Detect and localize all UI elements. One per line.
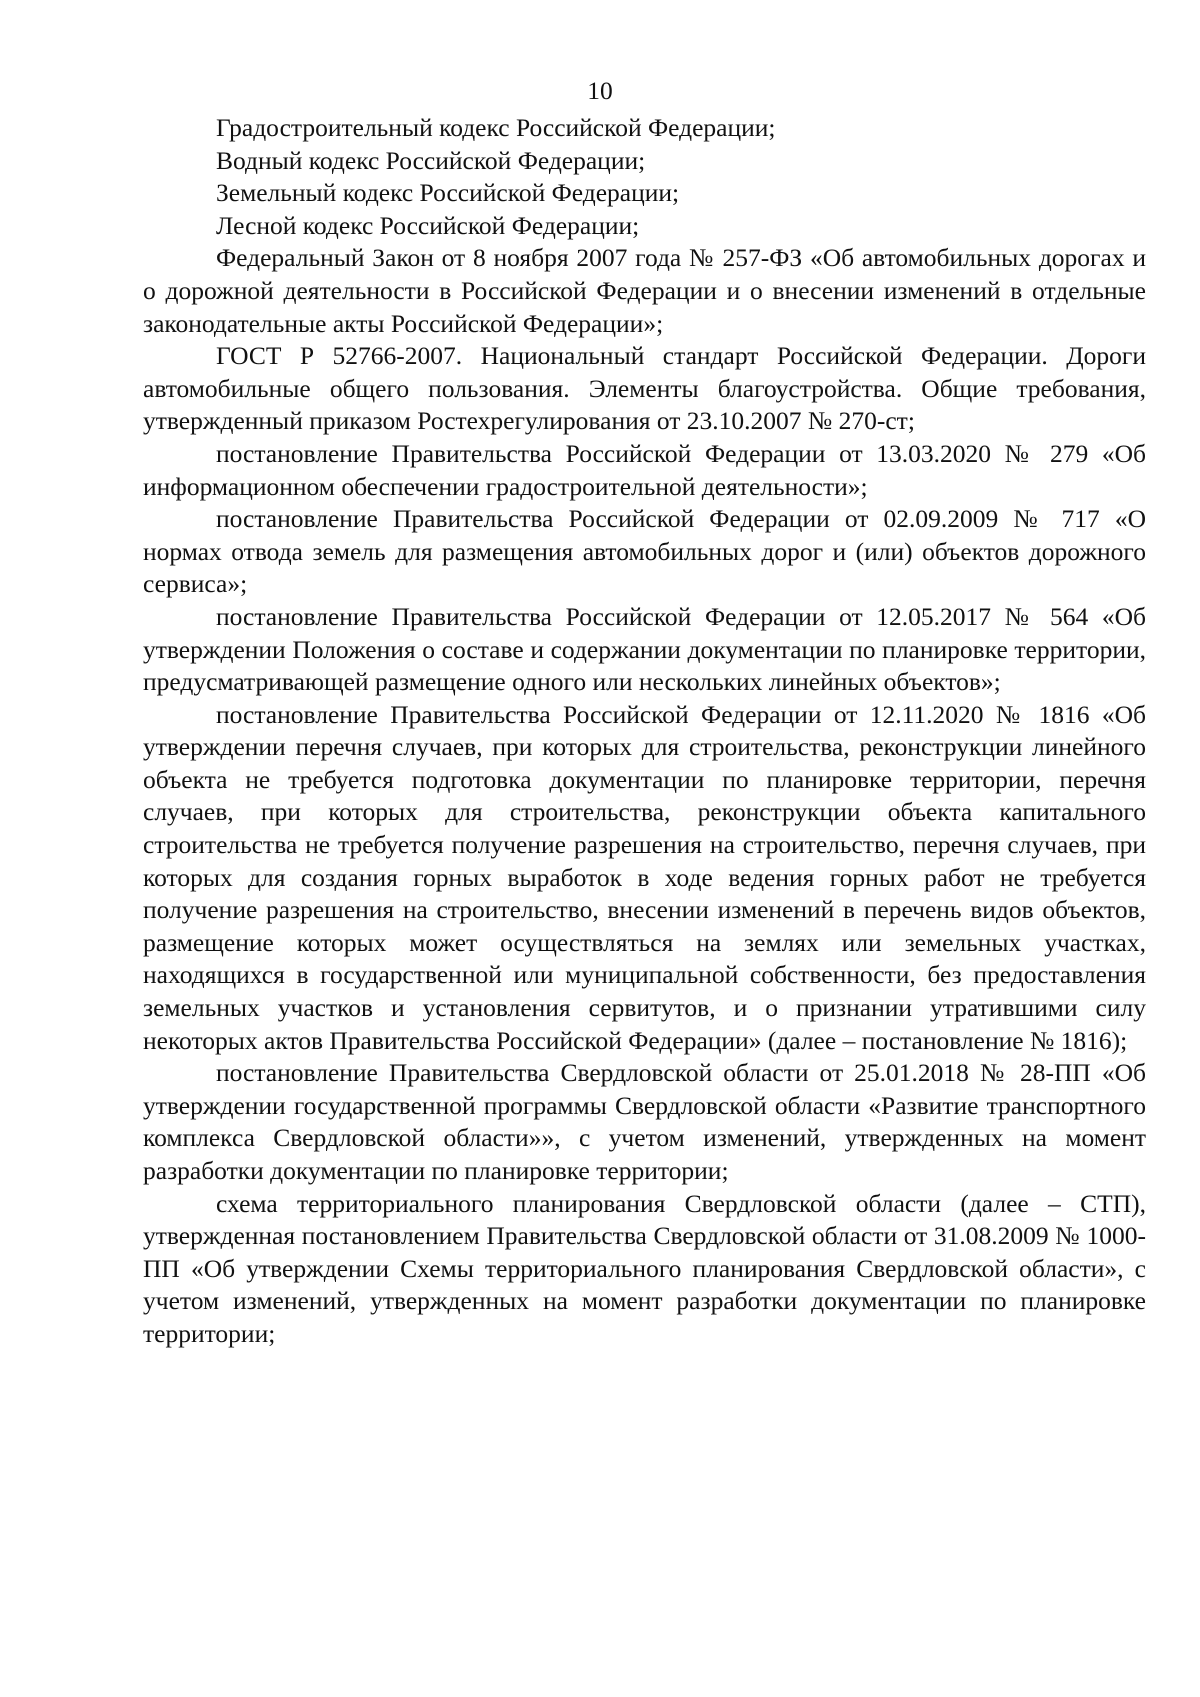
paragraph-resolution-717: постановление Правительства Российской Федерации от 02.09.2009 № 717 «О нормах отвода земель для размещения автомобильных дорог и (или) объектов дорожного сервиса»; <box>143 504 1146 599</box>
paragraph-territorial-planning-scheme: схема территориального планирования Свердловской области (далее – СТП), утвержденная постановлением Правительства Свердловской области от 31.08.2009 № 1000-ПП «Об утверждении Схемы территориального планирования Свердловской области», с учетом изменений, утвержденных на момент разработки документации по планировке территории; <box>143 1188 1146 1348</box>
paragraph-urban-planning-code: Градостроительный кодекс Российской Федерации; <box>216 113 776 142</box>
page-number: 10 <box>587 76 613 105</box>
document-body <box>143 112 1146 1351</box>
paragraph-forest-code: Лесной кодекс Российской Федерации; <box>216 210 640 240</box>
paragraph-resolution-1816: постановление Правительства Российской Федерации от 12.11.2020 № 1816 «Об утверждении перечня случаев, при которых для строительства, реконструкции линейного объекта не требуется подготовка документации по планировке территории, перечня случаев, при которых для строительства, реконструкции объекта капитального строительства не требуется получение разрешения на строительство, перечня случаев, при которых для создания горных выработок в ходе ведения горных работ не требуется получение разрешения на строительство, внесении изменений в перечень видов объектов, размещение которых может осуществляться на землях или земельных участках, находящихся в государственной или муниципальной собственности, без предоставления земельных участков и установления сервитутов, и о признании утратившими силу некоторых актов Правительства Российской Федерации» (далее – постановление № 1816); <box>143 699 1146 1055</box>
paragraph-land-code: Земельный кодекс Российской Федерации; <box>216 178 680 208</box>
paragraph-federal-law-257: Федеральный Закон от 8 ноября 2007 года № 257-ФЗ «Об автомобильных дорогах и о дорожной деятельности в Российской Федерации и о внесении изменений в отдельные законодательные акты Российской Федерации»; <box>143 243 1146 338</box>
paragraph-resolution-564: постановление Правительства Российской Федерации от 12.05.2017 № 564 «Об утверждении Положения о составе и содержании документации по планировке территории, предусматривающей размещение одного или нескольких линейных объектов»; <box>143 601 1146 697</box>
paragraph-water-code: Водный кодекс Российской Федерации; <box>216 145 646 175</box>
paragraph-gost-52766: ГОСТ Р 52766-2007. Национальный стандарт Российской Федерации. Дороги автомобильные общего пользования. Элементы благоустройства. Общие требования, утвержденный приказом Ростехрегулирования от 23.10.2007 № 270-ст; <box>143 341 1146 436</box>
paragraph-resolution-28-pp: постановление Правительства Свердловской области от 25.01.2018 № 28-ПП «Об утверждении государственной программы Свердловской области «Развитие транспортного комплекса Свердловской области»», с учетом изменений, утвержденных на момент разработки документации по планировке территории; <box>143 1058 1146 1185</box>
paragraph-resolution-279: постановление Правительства Российской Федерации от 13.03.2020 № 279 «Об информационном обеспечении градостроительной деятельности»; <box>143 438 1146 501</box>
